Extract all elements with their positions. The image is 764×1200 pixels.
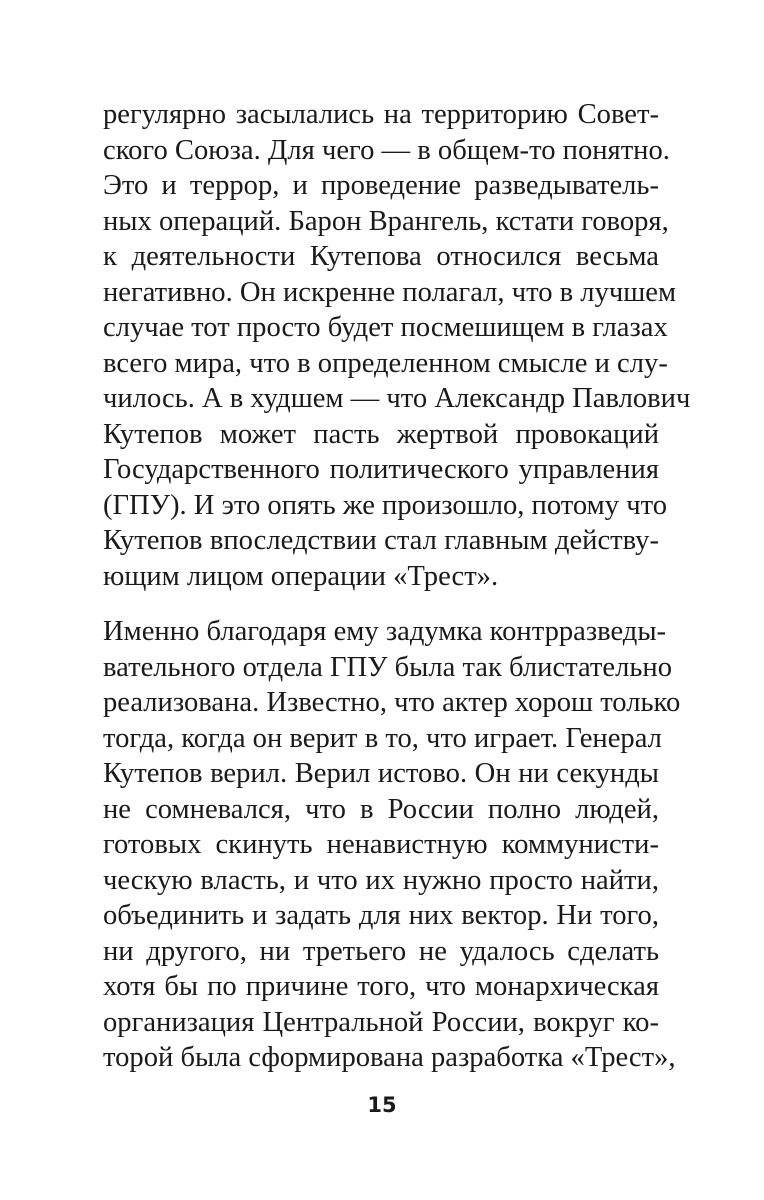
text-line: Государственного политического управления	[103, 454, 659, 485]
text-line: Это и террор, и проведение разведыватель-	[103, 170, 659, 201]
text-line: (ГПУ). И это опять же произошло, потому что	[103, 489, 667, 521]
text-line: Кутепов может пасть жертвой провокаций	[103, 418, 659, 450]
text-line: чилось. А в худшем — что Александр Павлович	[103, 383, 691, 414]
text-line: торой была сформирована разработка «Трест»,	[103, 1042, 676, 1073]
text-line: регулярно засылались на территорию Совет-	[103, 99, 659, 130]
page-number: 15	[367, 1093, 397, 1117]
text-line: ющим лицом операции «Трест».	[103, 560, 499, 592]
text-line: хотя бы по причине того, что монархическая	[103, 971, 659, 1002]
text-line: ского Союза. Для чего — в общем-то понятно.	[103, 134, 670, 166]
text-line: организация Центральной России, вокруг ко-	[103, 1006, 659, 1038]
text-line: всего мира, что в определенном смысле и слу-	[103, 347, 668, 379]
text-line: случае тот просто будет посмешищем в глазах	[103, 312, 668, 343]
text-line: Именно благодаря ему задумка контрразведы-	[103, 616, 667, 647]
text-line: тогда, когда он верит в то, что играет. Генерал	[103, 722, 662, 754]
text-line: к деятельности Кутепова относился весьма	[103, 241, 659, 272]
text-line: Кутепов впоследствии стал главным действу-	[103, 525, 659, 556]
text-line: готовых скинуть ненавистную коммунисти-	[103, 829, 659, 860]
text-line: объединить и задать для них вектор. Ни того,	[103, 900, 659, 931]
paragraph-1	[103, 97, 691, 594]
text-line: ни другого, ни третьего не удалось сделать	[103, 935, 659, 967]
text-line: не сомневался, что в России полно людей,	[103, 793, 659, 825]
text-line: негативно. Он искренне полагал, что в лучшем	[103, 276, 677, 308]
text-line: Кутепов верил. Верил истово. Он ни секунды	[103, 758, 659, 789]
paragraph-2	[103, 614, 681, 1076]
text-line: реализована. Известно, что актер хорош только	[103, 687, 681, 718]
text-line: ческую власть, и что их нужно просто найти,	[103, 864, 659, 896]
text-line: ных операций. Барон Врангель, кстати говоря,	[103, 205, 669, 237]
text-line: вательного отдела ГПУ была так блистательно	[103, 651, 673, 683]
